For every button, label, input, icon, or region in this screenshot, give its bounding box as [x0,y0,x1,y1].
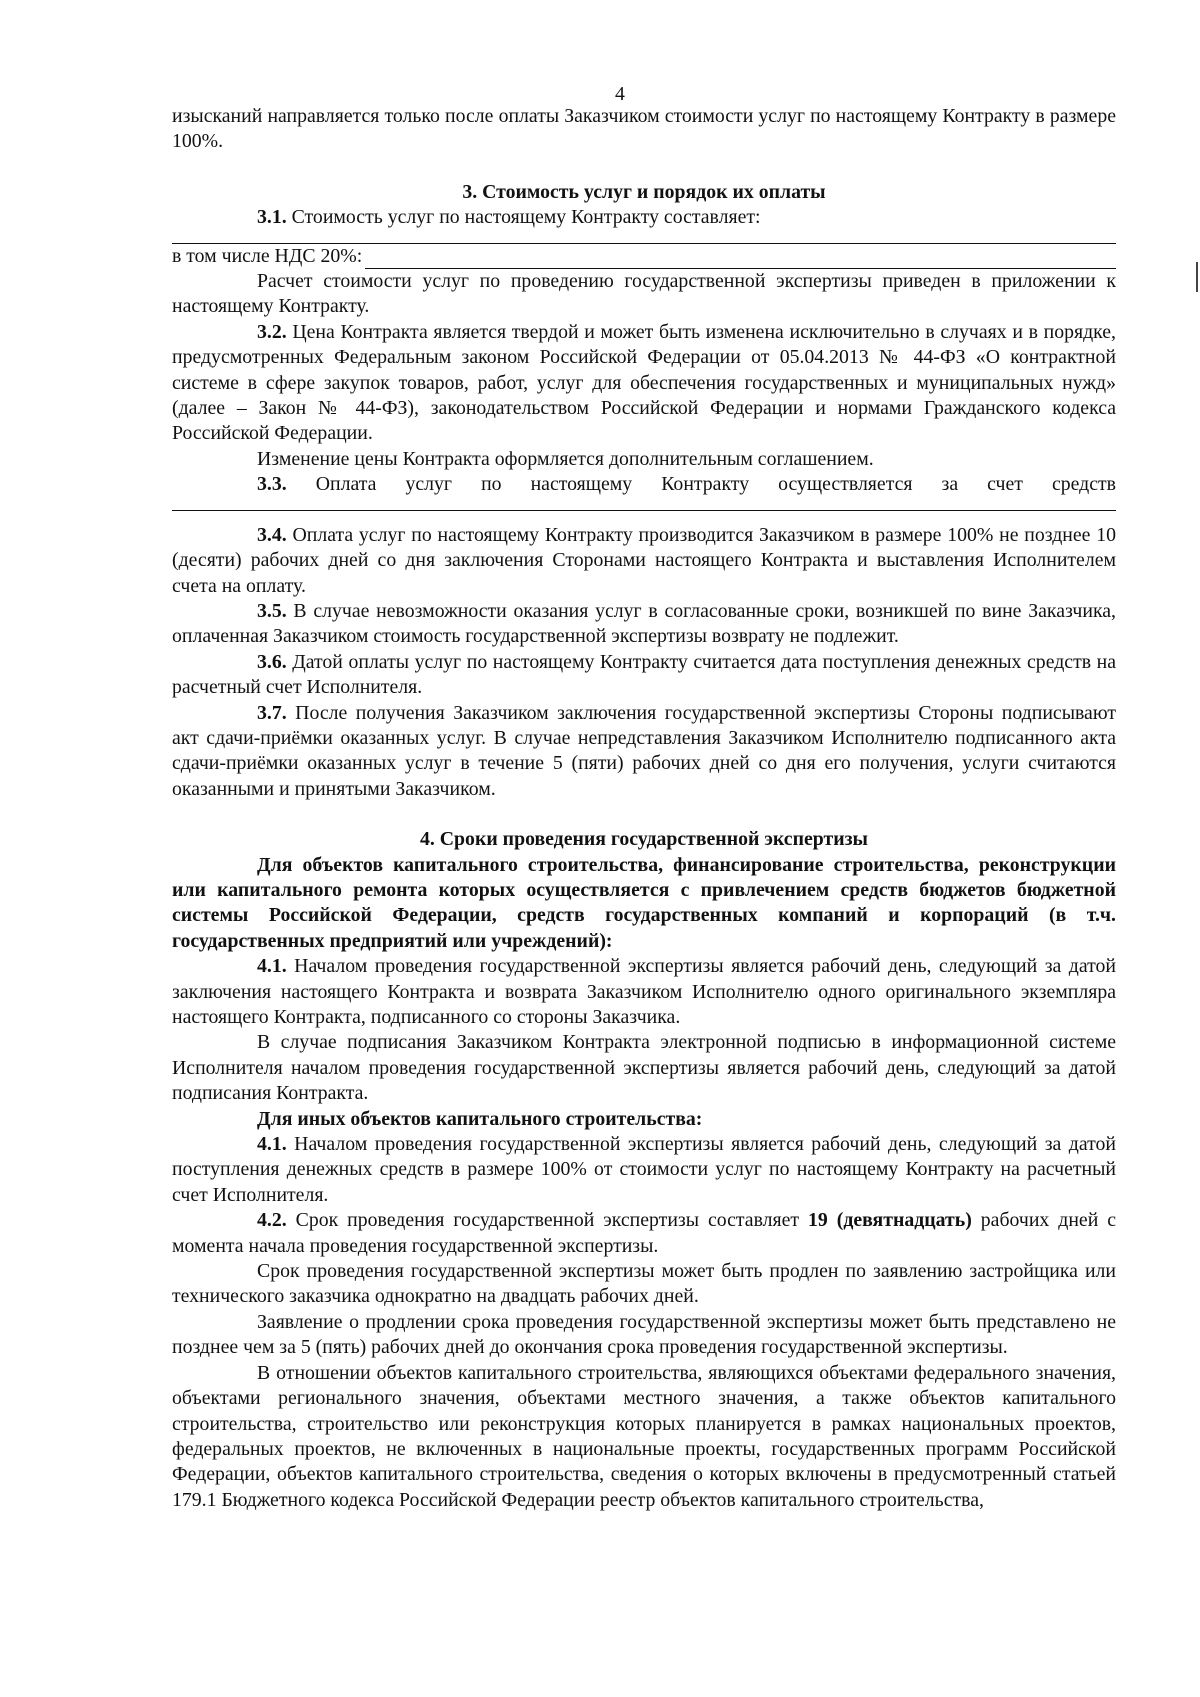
clause-3-6 [172,650,1116,701]
clause-number: 3.7. [257,701,287,724]
clause-number: 3.3. [257,473,287,496]
clause-number: 3.5. [257,599,287,622]
clause-4-1-group-1 [172,954,1116,1030]
clause-number: 3.1. [257,206,287,229]
extension-paragraph: Срок проведения государственной экспертизы может быть продлен по заявлению застройщика или технического заказчика однократно на двадцать рабочих дней. [172,1260,1116,1308]
document-body [172,104,1116,1513]
funding-blank-line [172,498,1116,511]
clause-text: После получения Заказчиком заключения государственной экспертизы Стороны подписывают акт сдачи-приёмки оказанных услуг. В случае непредставления Заказчиком Исполнителю подписанного акта сдачи-приёмки оказанных услуг в течение 5 (пяти) рабочих дней со дня его получения, услуги считаются оказанными и принятыми Заказчиком. [172,701,1116,800]
clause-4-2 [172,1208,1116,1259]
extension-request-paragraph: Заявление о продлении срока проведения государственной экспертизы может быть представлено не позднее чем за 5 (пять) рабочих дней до окончания срока проведения государственной экспертизы. [172,1310,1116,1359]
clause-text: Оплата услуг по настоящему Контракту производится Заказчиком в размере 100% не позднее 10 (десяти) рабочих дней со дня заключения Сторонами настоящего Контракта и выставления Исполнителем счета на оплату. [172,523,1116,597]
section-3-title: 3. Стоимость услуг и порядок их оплаты [462,180,826,203]
spacer [172,802,1116,827]
calc-paragraph: Расчет стоимости услуг по проведению государственной экспертизы приведен в приложении к настоящему Контракту. [172,270,1116,318]
intro-paragraph: изысканий направляется только после оплаты Заказчиком стоимости услуг по настоящему Контракту в размере 100%. [172,105,1116,153]
clause-3-5 [172,599,1116,650]
clause-text: В случае невозможности оказания услуг в согласованные сроки, возникшей по вине Заказчика, оплаченная Заказчиком стоимость государственной экспертизы возврату не подлежит. [172,599,1116,648]
clause-text: Цена Контракта является твердой и может быть изменена исключительно в случаях и в порядке, предусмотренных Федеральным законом Российской Федерации от 05.04.2013 № 44-ФЗ «О контрактной системе в сфере закупок товаров, работ, услуг для обеспечения государственных и муниципальных нужд» (далее – Закон № 44-ФЗ), законодательством Российской Федерации и нормами Гражданского кодекса Российской Федерации. [172,320,1116,445]
clause-4-1-group-2 [172,1132,1116,1208]
clause-number: 3.2. [257,320,287,343]
clause-text-tail: рабочих дней с момента начала проведения государственной экспертизы. [172,1209,1117,1257]
clause-text: Срок проведения государственной экспертизы составляет [286,1209,809,1232]
clause-number: 4.2. [257,1209,287,1232]
margin-mark [1196,262,1198,292]
vat-blank-line [365,248,1116,269]
electronic-signature-paragraph: В случае подписания Заказчиком Контракта электронной подписью в информационной системе Исполнителя началом проведения государственной экспертизы является рабочий день, следующий за датой подписания Контракта. [172,1031,1116,1105]
group-2-heading: Для иных объектов капитального строительства: [257,1107,703,1130]
clause-text: Оплата услуг по настоящему Контракту осуществляется за счет средств [286,473,1116,496]
vat-row [172,244,1116,269]
clause-number: 3.4. [257,523,287,546]
clause-text: Стоимость услуг по настоящему Контракту составляет: [286,206,761,229]
page-number: 4 [615,83,625,105]
clause-text: Датой оплаты услуг по настоящему Контракту считается дата поступления денежных средств на расчетный счет Исполнителя. [172,650,1116,699]
cost-blank-line [172,231,1116,244]
clause-3-1 [172,205,1116,230]
group-1-heading: Для объектов капитального строительства, финансирование строительства, реконструкции или капитального ремонта которых осуществляется с привлечением средств бюджетов бюджетной системы Российской Федерации, средств государственных компаний и корпораций (в т.ч. государственных предприятий или учреждений): [172,853,1116,952]
term-days: 19 (девятнадцать) [808,1209,972,1232]
vat-label: в том числе НДС 20%: [172,244,363,267]
federal-objects-paragraph: В отношении объектов капитального строительства, являющихся объектами федерального значения, объектами регионального значения, объектами местного значения, а также объектов капитального строительства, строительство или реконструкция которых планируется в рамках национальных проектов, федеральных проектов, не включенных в национальные проекты, государственных программ Российской Федерации, объектов капитального строительства, сведения о которых включены в предусмотренный статьей 179.1 Бюджетного кодекса Российской Федерации реестр объектов капитального строительства, [172,1361,1116,1511]
clause-3-2 [172,320,1116,447]
section-4-title: 4. Сроки проведения государственной экспертизы [419,828,868,851]
clause-3-7 [172,701,1116,803]
clause-number: 3.6. [257,650,287,673]
clause-number: 4.1. [257,1133,287,1156]
clause-text: Началом проведения государственной экспертизы является рабочий день, следующий за датой поступления денежных средств в размере 100% от стоимости услуг по настоящему Контракту на расчетный счет Исполнителя. [172,1133,1116,1206]
spacer [172,511,1116,523]
clause-number: 4.1. [257,955,287,978]
spacer [172,155,1116,180]
price-change-paragraph: Изменение цены Контракта оформляется дополнительным соглашением. [257,447,874,470]
clause-text: Началом проведения государственной экспертизы является рабочий день, следующий за датой заключения настоящего Контракта и возврата Заказчиком Исполнителю одного оригинального экземпляра настоящего Контракта, подписанного со стороны Заказчика. [172,955,1116,1028]
clause-3-3 [172,472,1116,497]
clause-3-4 [172,523,1116,599]
